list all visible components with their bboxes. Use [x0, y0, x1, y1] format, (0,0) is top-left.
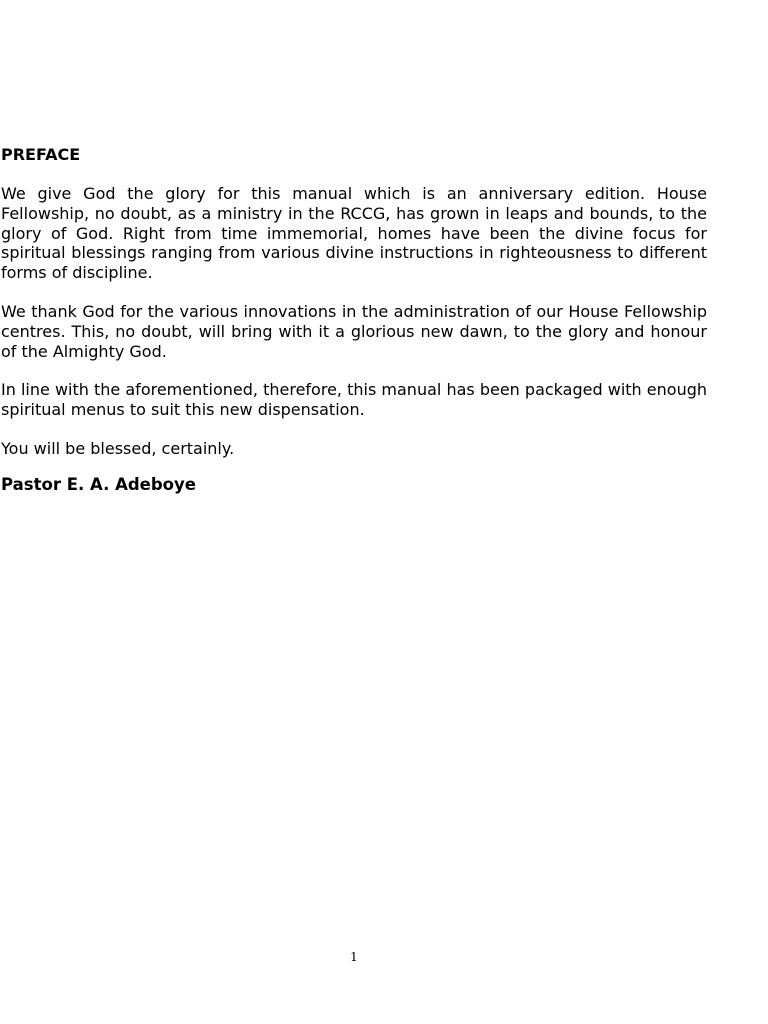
paragraph-innovations: We thank God for the various innovations in the administration of our House Fellowship centres. This, no doubt, will bring with it a glorious new dawn, to the glory and honour of the Almighty God. [1, 301, 707, 361]
document-body [1, 144, 707, 496]
signature: Pastor E. A. Adeboye [1, 474, 196, 494]
preface-heading: PREFACE [1, 145, 81, 164]
page-number: 1 [350, 950, 358, 964]
paragraph-intro: We give God the glory for this manual which is an anniversary edition. House Fellowship, no doubt, as a ministry in the RCCG, has grown in leaps and bounds, to the glory of God. Right from time immemorial, homes have been the divine focus for spiritual blessings ranging from various divine instructions in righteousness to different forms of discipline. [1, 184, 707, 283]
paragraph-blessing: You will be blessed, certainly. [1, 438, 235, 458]
paragraph-manual: In line with the aforementioned, therefore, this manual has been packaged with enough spiritual menus to suit this new dispensation. [1, 380, 707, 420]
